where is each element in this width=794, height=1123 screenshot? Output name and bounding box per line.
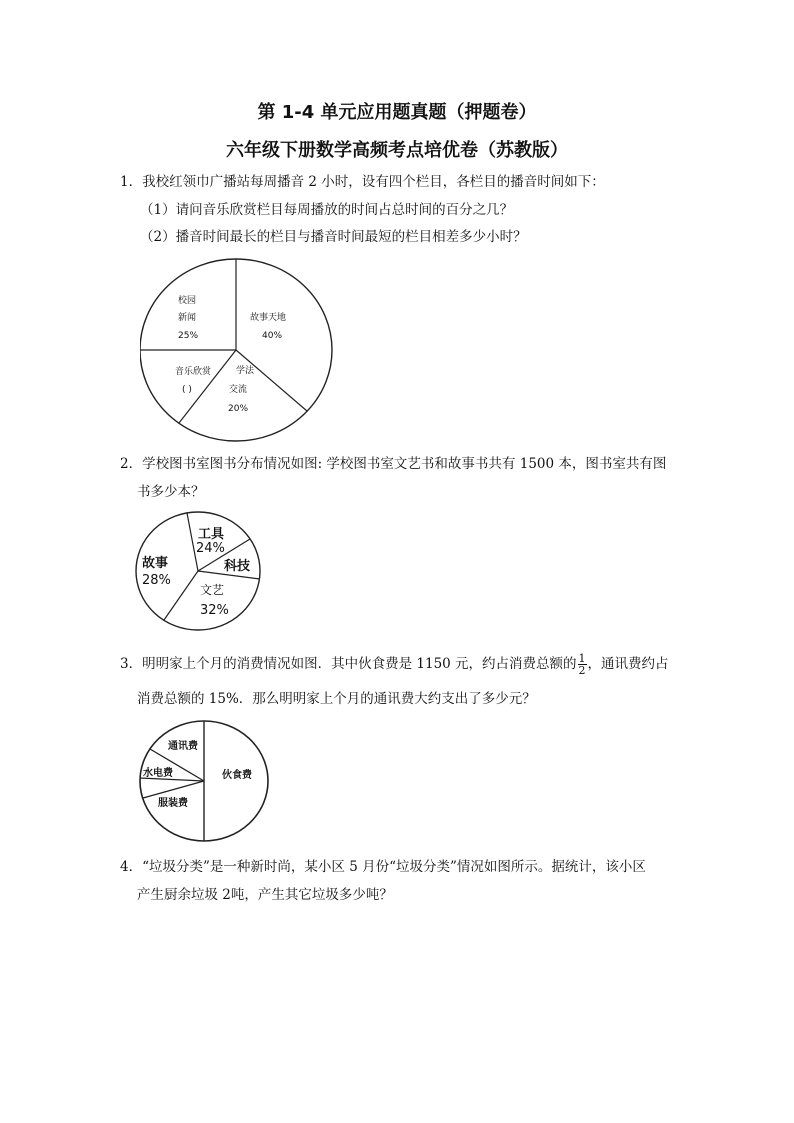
question-text: “垃圾分类”是一种新时尚，某小区 5 月份“垃圾分类”情况如图所示。据统计，该小区 — [142, 859, 646, 875]
question-4 — [120, 857, 646, 877]
question-1-part-1: （1）请问音乐欣赏栏目每周播放的时间占总时间的百分之几？ — [140, 202, 514, 218]
question-3 — [120, 653, 669, 676]
slice-label: 故事天地 — [250, 313, 287, 323]
fraction-one-half: $\frac{1}{2}$ — [578, 652, 586, 677]
slice-label: 服装费 — [158, 798, 188, 809]
page-subtitle: 六年级下册数学高频考点培优卷（苏教版） — [226, 140, 568, 161]
slice-label: 音乐欣赏 — [175, 367, 212, 377]
slice-value: 24% — [196, 541, 225, 556]
page-title: 第 1-4 单元应用题真题（押题卷） — [257, 102, 537, 123]
slice-label: 校园 — [178, 296, 197, 306]
pie-chart-library — [132, 508, 272, 636]
slice-label: 新闻 — [178, 313, 197, 323]
question-4-line-2: 产生厨余垃圾 2吨，产生其它垃圾多少吨？ — [137, 887, 393, 903]
question-text: 明明家上个月的消费情况如图．其中伙食费是 1150 元，约占消费总额的 — [142, 656, 577, 672]
slice-value: 25% — [178, 331, 199, 341]
question-2-line-2: 书多少本？ — [137, 484, 205, 500]
question-1 — [120, 172, 605, 192]
question-text: 我校红领巾广播站每周播音 2 小时，设有四个栏目，各栏目的播音时间如下： — [142, 174, 605, 190]
question-text: 学校图书室图书分布情况如图: 学校图书室文艺书和故事书共有 1500 本，图书室共有图 — [142, 456, 667, 472]
question-1-part-2: （2）播音时间最长的栏目与播音时间最短的栏目相差多少小时？ — [140, 229, 527, 245]
slice-label: 科技 — [224, 559, 251, 574]
slice-label: 文艺 — [200, 583, 225, 597]
pie-chart-broadcast — [140, 258, 340, 446]
slice-label: 通讯费 — [168, 741, 198, 752]
slice-value: 20% — [228, 404, 249, 414]
slice-label: 伙食费 — [222, 770, 252, 781]
slice-value: 40% — [262, 331, 283, 341]
question-number: 2． — [120, 456, 143, 472]
question-number: 3． — [120, 656, 143, 672]
question-number: 1． — [120, 174, 143, 190]
slice-value: 32% — [200, 603, 229, 618]
question-number: 4． — [120, 859, 143, 875]
pie-chart-expenses — [136, 718, 276, 846]
question-text: ，通讯费约占 — [587, 656, 669, 672]
slice-label: 交流 — [229, 385, 248, 395]
slice-label: 工具 — [198, 527, 225, 542]
slice-value: 28% — [142, 573, 171, 588]
slice-label: 水电费 — [143, 768, 173, 779]
slice-value-blank: ( ) — [182, 385, 192, 395]
slice-label: 故事 — [142, 556, 169, 571]
question-2 — [120, 454, 666, 474]
question-3-line-2: 消费总额的 15%．那么明明家上个月的通讯费大约支出了多少元？ — [137, 691, 536, 707]
slice-label: 学法 — [236, 366, 255, 376]
